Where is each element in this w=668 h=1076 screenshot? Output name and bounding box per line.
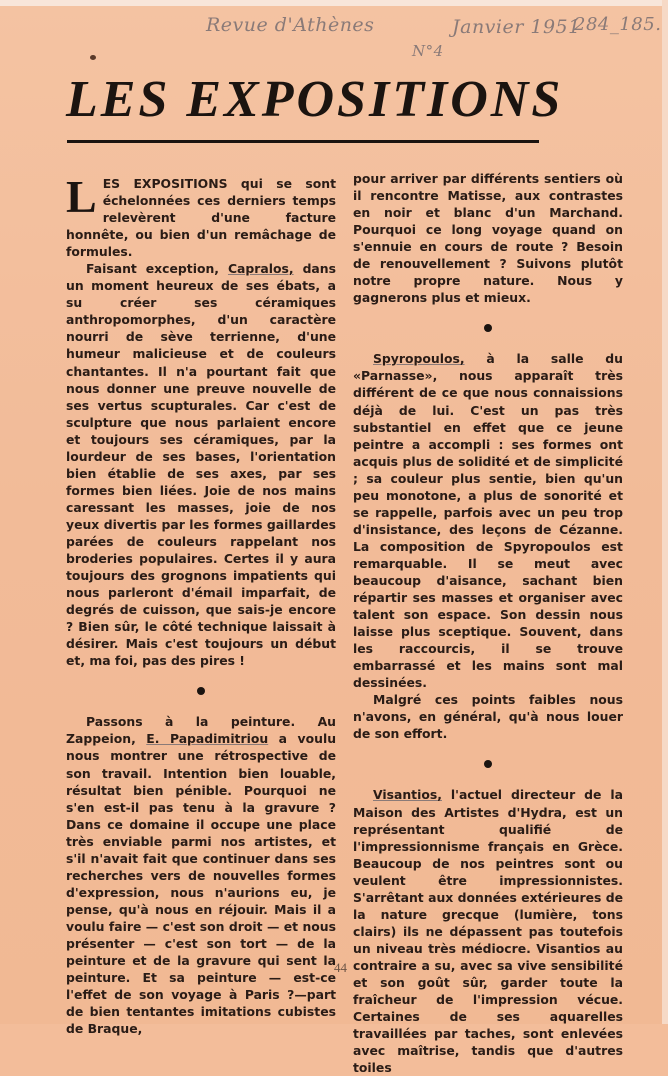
paragraph: pour arriver par différents sentiers où il rencontre Matisse, aux contrastes en noir et blanc d'un Marchand. Pourquoi ce long voyage quand on s'ennuie en cours de route ? Besoin de renouvellement ? Suivons plutôt notre propre nature. Nous y gagnerons plus et mieux. [353, 171, 623, 306]
drop-cap: L [66, 171, 97, 222]
paper-edge-top [0, 0, 668, 6]
left-column [66, 171, 337, 1037]
paragraph [353, 786, 623, 1076]
paragraph-text: Faisant exception, [86, 261, 228, 277]
paragraph-text: Passons à la peinture. Au Zappeion, [66, 714, 336, 747]
paragraph [66, 171, 336, 260]
artist-name: E. Papadimitriou [146, 731, 269, 747]
paragraph [66, 713, 336, 1037]
paper-edge-right [662, 0, 668, 1024]
right-column [353, 170, 623, 1076]
handwritten-issue: N°4 [412, 42, 444, 60]
artist-name: Spyropoulos, [373, 351, 465, 367]
title-rule [67, 140, 539, 143]
paragraph-text: ES EXPOSITIONS qui se sont échelonnées ces derniers temps relevèrent d'une facture honnête, ou bien d'un remâchage de formules. [66, 176, 336, 260]
ink-speck [90, 55, 96, 60]
section-bullet [484, 324, 492, 332]
handwritten-date: Janvier 1951 [452, 16, 581, 38]
page-title: LES EXPOSITIONS [66, 71, 564, 128]
page-number: 44 [334, 960, 347, 975]
paragraph-text: a voulu nous montrer une rétrospective de son travail. Intention bien louable, résultat bien pénible. Pourquoi ne s'en est-il pas tenu à la gravure ? Dans ce domaine il occupe une place très enviable parmi nos artistes, et s'il n'avait fait que continuer dans ses recherches vers de nouvelles formes d'expression, nous n'aurions eu, je pense, qu'à nous en réjouir. Mais il a voulu faire — c'est son droit — et nous présenter — c'est son tort — de la peinture et de la gravure qui sent la peinture. Et sa peinture — est-ce l'effet de son voyage à Paris ?—part de bien tentantes imitations cubistes de Braque, [66, 731, 337, 1037]
section-bullet [484, 760, 492, 768]
paragraph-text: à la salle du «Parnasse», nous apparaît très différent de ce que nous connaissions déjà de lui. C'est un pas très substantiel en effet que ce jeune peintre a accompli : ses formes ont acquis plus de solidité et de simplicité ; sa couleur plus sentie, bien qu'un peu monotone, a plus de sonorité et se rappelle, parfois avec un peu trop d'insistance, des leçons de Cézanne. La composition de Spyropoulos est remarquable. Il se meut avec beaucoup d'aisance, sachant bien répartir ses masses et organiser avec talent son espace. Son dessin nous laisse plus sceptique. Souvent, dans les raccourcis, il se trouve embarrassé et les mains sont mal dessinées. [353, 351, 623, 691]
paragraph [353, 350, 623, 691]
artist-name: Visantios, [373, 787, 442, 803]
handwritten-source: Revue d'Athènes [206, 14, 375, 36]
paragraph-text: l'actuel directeur de la Maison des Artistes d'Hydra, est un représentant qualifié de l'impressionnisme français en Grèce. Beaucoup de nos peintres sont ou veulent être impressionnistes. S'arrêtant aux données extérieures de la nature grecque (lumière, tons clairs) ils ne dépassent pas toutefois un niveau très médiocre. Visantios au contraire a su, avec sa vive sensibilité et son goût sûr, garder toute la fraîcheur de l'impression vécue. Certaines de ses aquarelles travaillées par taches, sont enlevées avec maîtrise, tandis que d'autres toiles [353, 787, 623, 1076]
section-bullet [197, 687, 205, 695]
handwritten-pages: 284_185. [574, 14, 662, 35]
artist-name: Capralos, [227, 261, 294, 277]
paragraph-text: dans un moment heureux de ses ébats, a su créer ses céramiques anthropomorphes, d'un caractère nourri de sève terrienne, d'une humeur malicieuse et de couleurs chantantes. Il n'a pourtant fait que nous donner une preuve nouvelle de ses vertus scupturales. Car c'est de sculpture que nous parlaient encore et toujours ses céramiques, par la lourdeur de ses bases, l'orientation bien établie de ses axes, par ses formes bien liées. Joie de nos mains caressant les masses, joie de nos yeux divertis par les formes gaillardes parées de couleurs rappelant nos broderies populaires. Certes il y aura toujours des grognons impatients qui nous parleront d'émail imparfait, de degrés de cuisson, que sais-je encore ? Bien sûr, le côté technique laissait à désirer. Mais c'est toujours un début et, ma foi, pas des pires ! [66, 261, 336, 669]
paragraph [66, 260, 336, 669]
paragraph: Malgré ces points faibles nous n'avons, en général, qu'à nous louer de son effort. [353, 692, 623, 742]
